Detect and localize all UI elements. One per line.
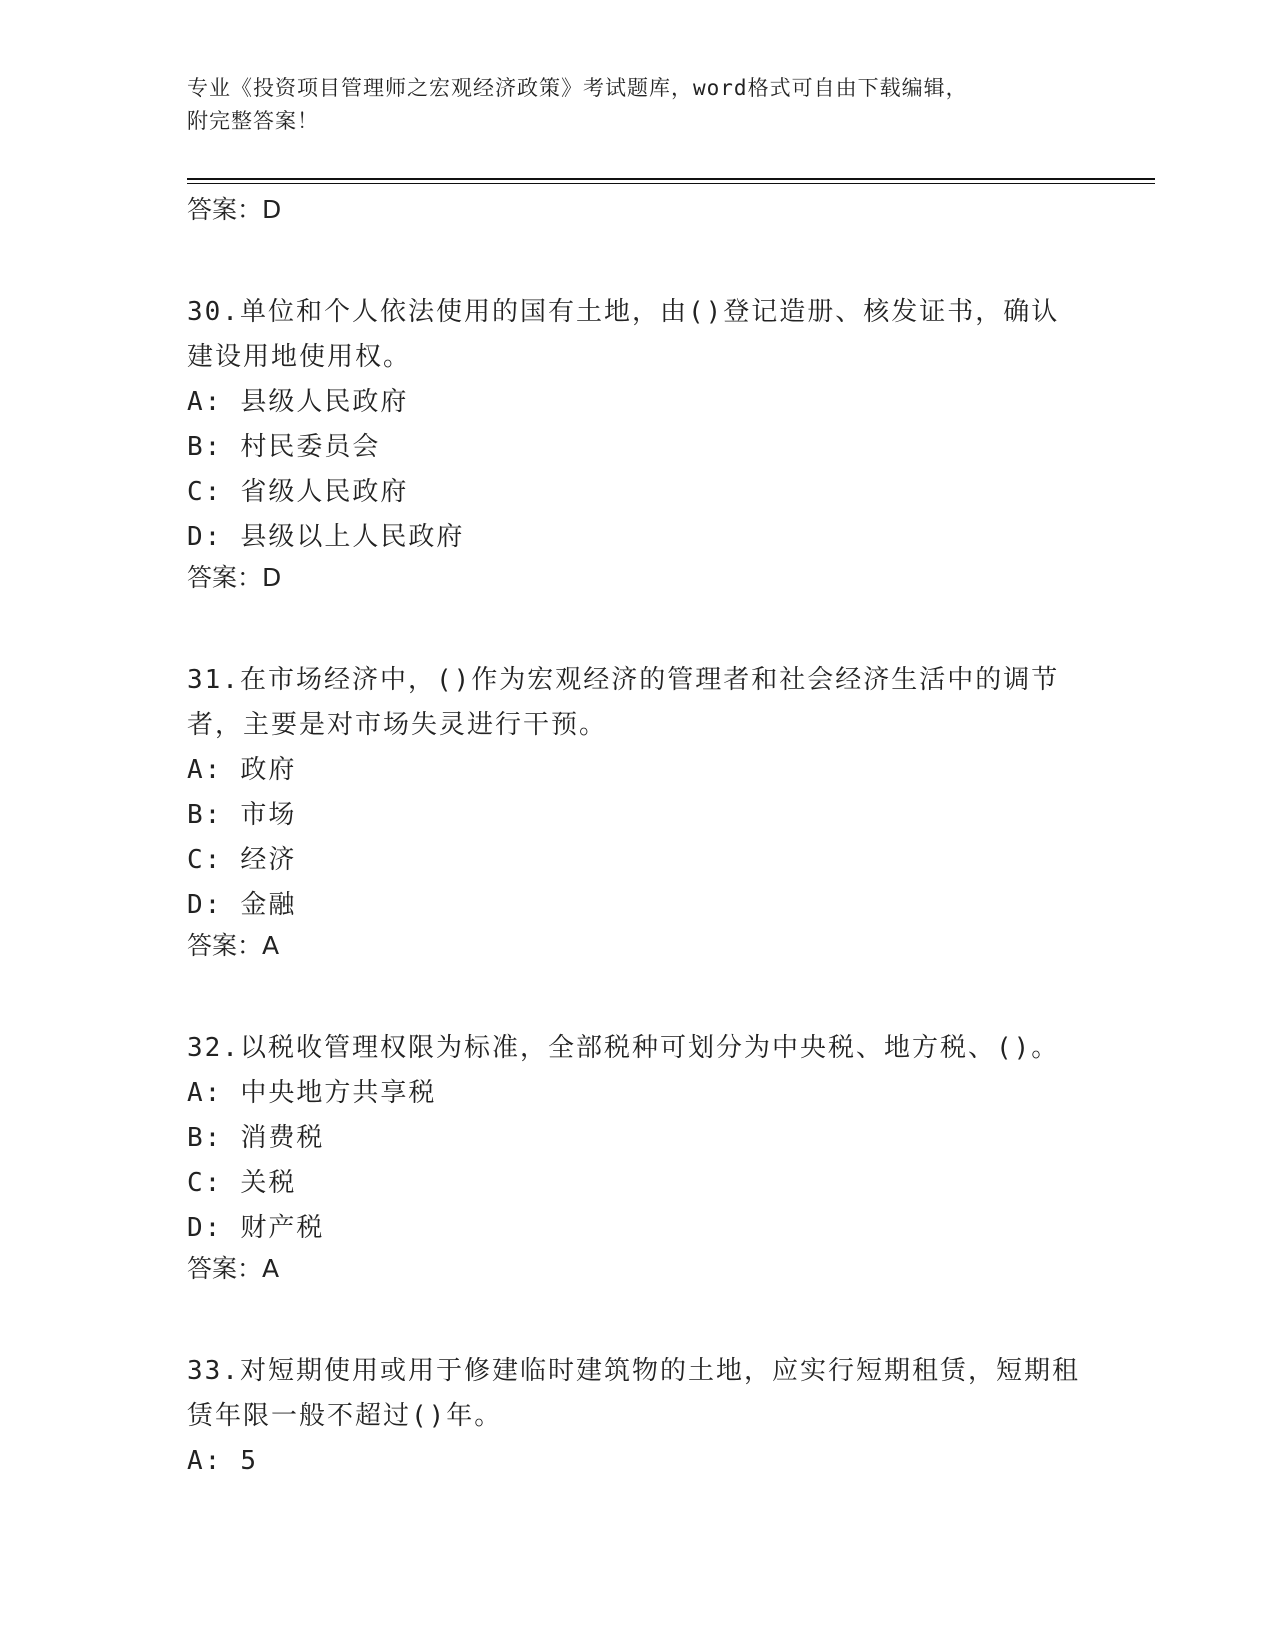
option-key: C:: [187, 845, 223, 875]
question-list: [187, 192, 1087, 1484]
question-stem: 31.在市场经济中，()作为宏观经济的管理者和社会经济生活中的调节者，主要是对市场失灵进行干预。: [187, 665, 1060, 740]
option-text: 村民委员会: [240, 432, 381, 462]
answer-line: 答案：A: [187, 1254, 280, 1283]
option-key: A:: [187, 1446, 223, 1476]
option-c: [187, 1161, 1087, 1206]
answer-line: 答案：D: [187, 563, 282, 592]
question-31: [187, 658, 1087, 964]
option-text: 金融: [240, 890, 297, 920]
question-stem: 30.单位和个人依法使用的国有土地，由()登记造册、核发证书，确认建设用地使用权。: [187, 297, 1060, 372]
option-b: [187, 793, 1087, 838]
option-text: 政府: [240, 755, 297, 785]
option-key: A:: [187, 1078, 223, 1108]
document-header: [187, 72, 1087, 138]
option-text: 经济: [240, 845, 297, 875]
header-divider: [187, 178, 1155, 184]
option-text: 关税: [240, 1168, 297, 1198]
option-a: [187, 1439, 1087, 1484]
option-b: [187, 1116, 1087, 1161]
answer-line: 答案：D: [187, 195, 282, 224]
option-key: B:: [187, 800, 223, 830]
option-key: B:: [187, 432, 223, 462]
option-text: 财产税: [240, 1213, 325, 1243]
question-33: [187, 1349, 1087, 1484]
option-text: 县级人民政府: [240, 387, 409, 417]
option-key: D:: [187, 1213, 223, 1243]
option-c: [187, 470, 1087, 515]
option-text: 中央地方共享税: [240, 1078, 437, 1108]
answer-line: 答案：A: [187, 931, 280, 960]
option-key: A:: [187, 387, 223, 417]
option-c: [187, 838, 1087, 883]
option-d: [187, 883, 1087, 928]
option-key: D:: [187, 522, 223, 552]
option-key: A:: [187, 755, 223, 785]
option-key: C:: [187, 1168, 223, 1198]
option-key: D:: [187, 890, 223, 920]
question-stem: 32.以税收管理权限为标准，全部税种可划分为中央税、地方税、()。: [187, 1033, 1060, 1063]
header-line-1: 专业《投资项目管理师之宏观经济政策》考试题库，word格式可自由下载编辑，: [187, 76, 968, 100]
option-text: 市场: [240, 800, 297, 830]
option-text: 消费税: [240, 1123, 325, 1153]
header-line-2: 附完整答案！: [187, 109, 319, 133]
option-b: [187, 425, 1087, 470]
option-text: 县级以上人民政府: [240, 522, 465, 552]
question-32: [187, 1026, 1087, 1287]
question-stem: 33.对短期使用或用于修建临时建筑物的土地，应实行短期租赁，短期租赁年限一般不超过()年。: [187, 1356, 1080, 1431]
option-text: 5: [240, 1446, 258, 1476]
option-a: [187, 1071, 1087, 1116]
option-key: B:: [187, 1123, 223, 1153]
option-a: [187, 748, 1087, 793]
question-30: [187, 290, 1087, 596]
option-key: C:: [187, 477, 223, 507]
option-a: [187, 380, 1087, 425]
option-d: [187, 515, 1087, 560]
option-text: 省级人民政府: [240, 477, 409, 507]
option-d: [187, 1206, 1087, 1251]
